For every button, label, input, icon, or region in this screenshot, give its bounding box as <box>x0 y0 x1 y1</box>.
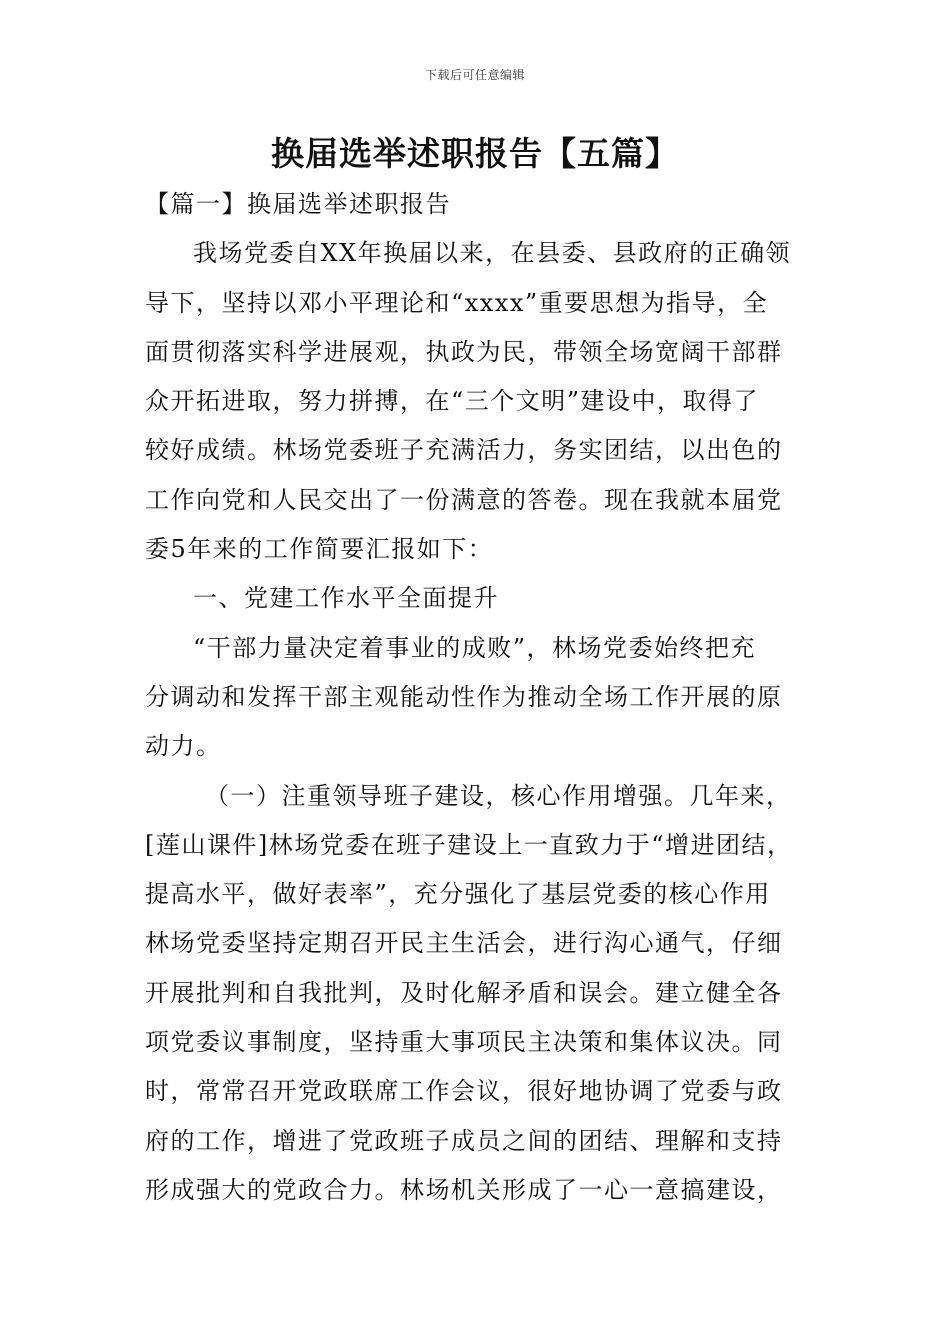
paragraph-line: 我场党委自XX年换届以来，在县委、县政府的正确领 <box>193 239 792 268</box>
subsection-heading: 一、党建工作水平全面提升 <box>193 584 499 613</box>
paragraph-line: 项党委议事制度，坚持重大事项民主决策和集体议决。同 <box>145 1028 783 1057</box>
paragraph-line: “干部力量决定着事业的成败”，林场党委始终把充 <box>193 633 757 662</box>
paragraph-line: 较好成绩。林场党委班子充满活力，务实团结，以出色的 <box>145 436 783 465</box>
paragraph-line: 府的工作，增进了党政班子成员之间的团结、理解和支持 <box>145 1126 783 1155</box>
document-body <box>145 180 815 1215</box>
paragraph-line: 动力。 <box>145 732 222 761</box>
paragraph-line: 形成强大的党政合力。林场机关形成了一心一意搞建设， <box>145 1175 783 1204</box>
paragraph-line: 林场党委坚持定期召开民主生活会，进行沟心通气，仔细 <box>145 929 783 958</box>
paragraph-line: 分调动和发挥干部主观能动性作为推动全场工作开展的原 <box>145 682 783 711</box>
paragraph-line: （一）注重领导班子建设，核心作用增强。几年来， <box>205 781 792 810</box>
page-title: 换届选举述职报告【五篇】 <box>271 134 679 173</box>
paragraph-line: 众开拓进取，努力拼搏，在“三个文明”建设中，取得了 <box>145 387 760 416</box>
paragraph-line: 提高水平，做好表率”，充分强化了基层党委的核心作用 <box>145 880 771 909</box>
paragraph-line: 时，常常召开党政联席工作会议，很好地协调了党委与政 <box>145 1077 783 1106</box>
paragraph-line: 开展批判和自我批判，及时化解矛盾和误会。建立健全各 <box>145 978 783 1007</box>
paragraph-line: [莲山课件]林场党委在班子建设上一直致力于“增进团结， <box>145 830 793 859</box>
paragraph-line: 工作向党和人民交出了一份满意的答卷。现在我就本届党 <box>145 485 783 514</box>
header-note: 下载后可任意编辑 <box>424 68 525 82</box>
paragraph-line: 面贯彻落实科学进展观，执政为民，带领全场宽阔干部群 <box>145 337 783 366</box>
paragraph-line: 委5年来的工作简要汇报如下： <box>145 535 494 564</box>
paragraph-line: 导下，坚持以邓小平理论和“xxxx”重要思想为指导，全 <box>145 288 769 317</box>
section-heading: 【篇一】换届选举述职报告 <box>145 190 451 218</box>
